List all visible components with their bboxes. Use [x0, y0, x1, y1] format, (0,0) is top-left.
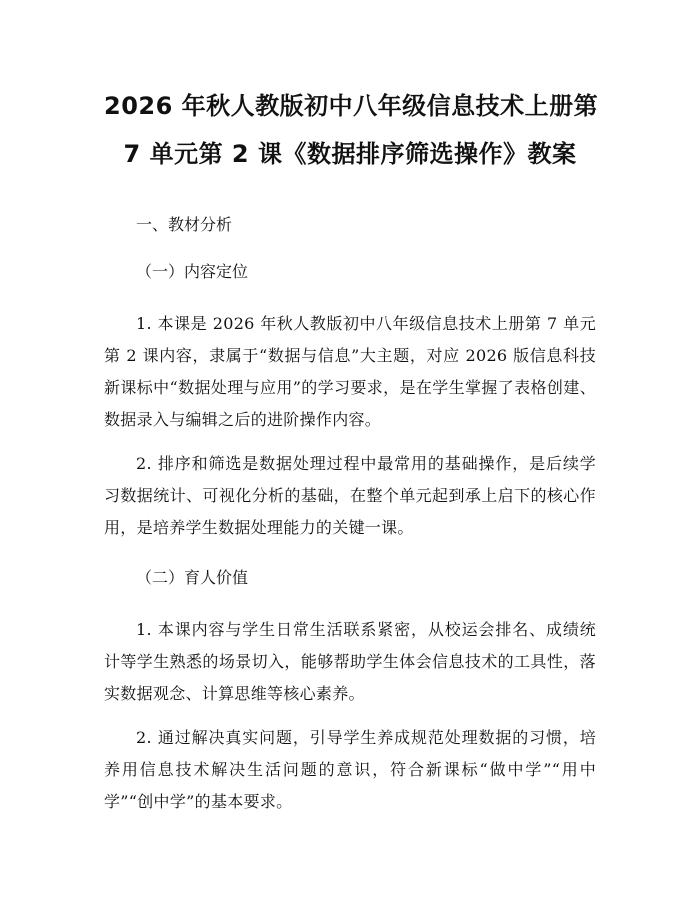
document-title: [104, 82, 599, 178]
subsection-heading-educational-value: （二）育人价值: [136, 568, 249, 587]
document-title-line-2: 7 单元第 2 课《数据排序筛选操作》教案: [123, 140, 577, 168]
paragraph-content-positioning-2: 2. 排序和筛选是数据处理过程中最常用的基础操作，是后续学习数据统计、可视化分析的基础，在整个单元起到承上启下的核心作用，是培养学生数据处理能力的关键一课。: [104, 454, 596, 537]
section-heading-textbook-analysis: 一、教材分析: [136, 215, 233, 234]
paragraph-educational-value-1: 1. 本课内容与学生日常生活联系紧密，从校运会排名、成绩统计等学生熟悉的场景切入，能够帮助学生体会信息技术的工具性，落实数据观念、计算思维等核心素养。: [104, 620, 596, 703]
paragraph-educational-value-2: 2. 通过解决真实问题，引导学生养成规范处理数据的习惯，培养用信息技术解决生活问题的意识，符合新课标“做中学”“用中学”“创中学”的基本要求。: [104, 728, 596, 811]
paragraph-content-positioning-1: 1. 本课是 2026 年秋人教版初中八年级信息技术上册第 7 单元第 2 课内容，隶属于“数据与信息”大主题，对应 2026 版信息科技新课标中“数据处理与应用”的学习要求，是在学生掌握了表格创建、数据录入与编辑之后的进阶操作内容。: [104, 314, 596, 429]
subsection-heading-content-positioning: （一）内容定位: [136, 262, 249, 281]
document-title-line-1: 2026 年秋人教版初中八年级信息技术上册第: [104, 92, 599, 120]
